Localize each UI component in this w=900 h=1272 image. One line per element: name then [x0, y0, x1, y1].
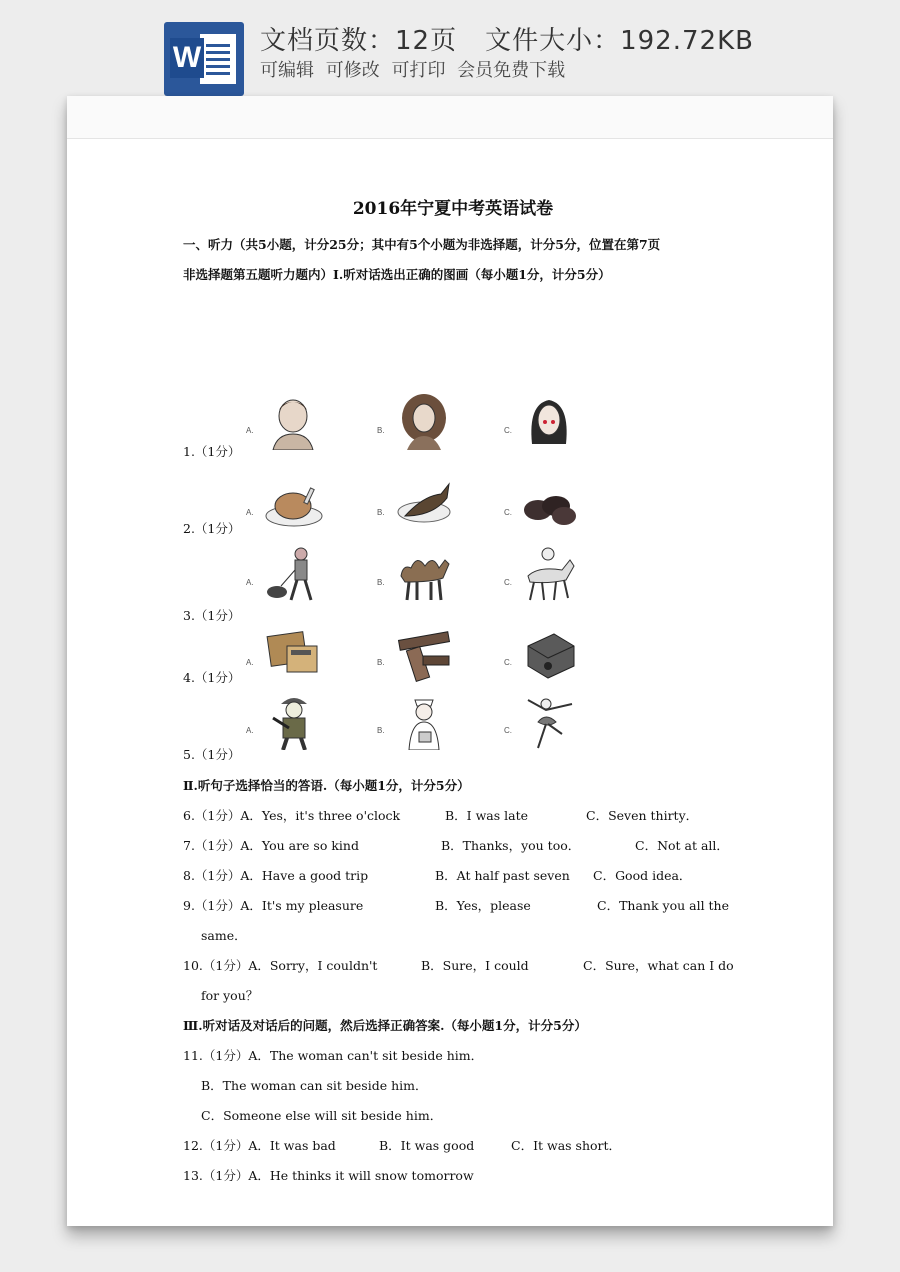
question-10-continuation: for you？ — [201, 988, 259, 1003]
download-banner — [0, 0, 900, 100]
question-9-option-b: B．Yes，please — [435, 898, 531, 913]
question-8-option-b: B．At half past seven — [435, 868, 570, 883]
picture-option-letter: B. — [377, 726, 385, 735]
file-info — [260, 20, 754, 57]
picture-question-1-label: 1.（1分） — [183, 444, 241, 459]
page-count: 文档页数：12页 — [260, 26, 458, 56]
picture-option-letter: A. — [246, 508, 254, 517]
ballet-dancer-icon — [518, 694, 580, 750]
picture-option-letter: B. — [377, 508, 385, 517]
picture-option-letter: C. — [504, 508, 512, 517]
picture-option-letter: C. — [504, 578, 512, 587]
question-10: 10.（1分）A．Sorry，I couldn't — [183, 958, 378, 973]
question-7-option-b: B．Thanks，you too． — [441, 838, 581, 853]
question-13: 13.（1分）A．He thinks it will snow tomorrow — [183, 1168, 474, 1183]
question-12-option-b: B．It was good — [379, 1138, 475, 1153]
question-8: 8.（1分）A．Have a good trip — [183, 868, 369, 883]
question-11-option-b: B．The woman can sit beside him． — [201, 1078, 428, 1093]
question-7-option-c: C．Not at all． — [635, 838, 729, 853]
question-11: 11.（1分）A．The woman can't sit beside him． — [183, 1048, 484, 1063]
picture-question-3-label: 3.（1分） — [183, 608, 241, 623]
question-10-option-c: C．Sure，what can I do — [583, 958, 734, 973]
document-page[interactable] — [67, 96, 833, 1226]
question-6-option-c: C．Seven thirty． — [586, 808, 699, 823]
picture-option-letter: C. — [504, 726, 512, 735]
picture-option-letter: B. — [377, 426, 385, 435]
exam-title: 2016年宁夏中考英语试卷 — [352, 199, 554, 219]
curly-hair-woman-icon — [393, 394, 455, 450]
question-12-option-c: C．It was short． — [511, 1138, 622, 1153]
picture-question-4-label: 4.（1分） — [183, 670, 241, 685]
picture-option-letter: B. — [377, 658, 385, 667]
picture-question-5-label: 5.（1分） — [183, 747, 241, 762]
picture-option-letter: C. — [504, 426, 512, 435]
boy-on-horse-icon — [518, 546, 580, 602]
pencil-sharpener-icon — [518, 626, 580, 682]
section1-instructions-line2: 非选择题第五题听力题内）Ⅰ.听对话选出正确的图画（每小题1分，计分5分） — [183, 267, 611, 282]
picture-option-letter: B. — [377, 578, 385, 587]
picture-option-letter: A. — [246, 426, 254, 435]
question-7: 7.（1分）A．You are so kind — [183, 838, 359, 853]
man-walking-dog-icon — [263, 546, 325, 602]
roast-chicken-icon — [263, 476, 325, 532]
ruler-icon — [393, 626, 455, 682]
camel-icon — [393, 546, 455, 602]
boy-face-icon — [263, 394, 325, 450]
picture-option-letter: A. — [246, 726, 254, 735]
fish-icon — [393, 476, 455, 532]
picture-option-letter: A. — [246, 578, 254, 587]
question-9: 9.（1分）A．It's my pleasure — [183, 898, 364, 913]
picture-option-letter: A. — [246, 658, 254, 667]
section3-title: Ⅲ.听对话及对话后的问题，然后选择正确答案.（每小题1分，计分5分） — [183, 1018, 587, 1033]
file-size: 文件大小：192.72KB — [485, 26, 754, 56]
page-top-strip — [67, 96, 833, 139]
question-12: 12.（1分）A．It was bad — [183, 1138, 336, 1153]
question-9-option-c: C．Thank you all the — [597, 898, 730, 913]
eggplants-icon — [518, 476, 580, 532]
soldier-icon — [263, 694, 325, 750]
question-8-option-c: C．Good idea． — [593, 868, 692, 883]
question-6: 6.（1分）A．Yes，it's three o'clock — [183, 808, 401, 823]
book-box-icon — [263, 626, 325, 682]
question-10-option-b: B．Sure，I could — [421, 958, 529, 973]
nurse-icon — [393, 694, 455, 750]
word-letter-w: W — [170, 38, 204, 78]
feature-list: 可编辑 可修改 可打印 会员免费下载 — [260, 60, 566, 81]
word-document-icon — [164, 22, 244, 96]
question-11-option-c: C．Someone else will sit beside him． — [201, 1108, 443, 1123]
section2-title: Ⅱ.听句子选择恰当的答语.（每小题1分，计分5分） — [183, 778, 470, 793]
question-9-continuation: same． — [201, 928, 247, 943]
section1-instructions-line1: 一、听力（共5小题，计分25分；其中有5个小题为非选择题，计分5分，位置在第7页 — [183, 237, 661, 252]
picture-question-2-label: 2.（1分） — [183, 521, 241, 536]
question-6-option-b: B．I was late — [445, 808, 529, 823]
picture-option-letter: C. — [504, 658, 512, 667]
long-hair-girl-icon — [518, 394, 580, 450]
